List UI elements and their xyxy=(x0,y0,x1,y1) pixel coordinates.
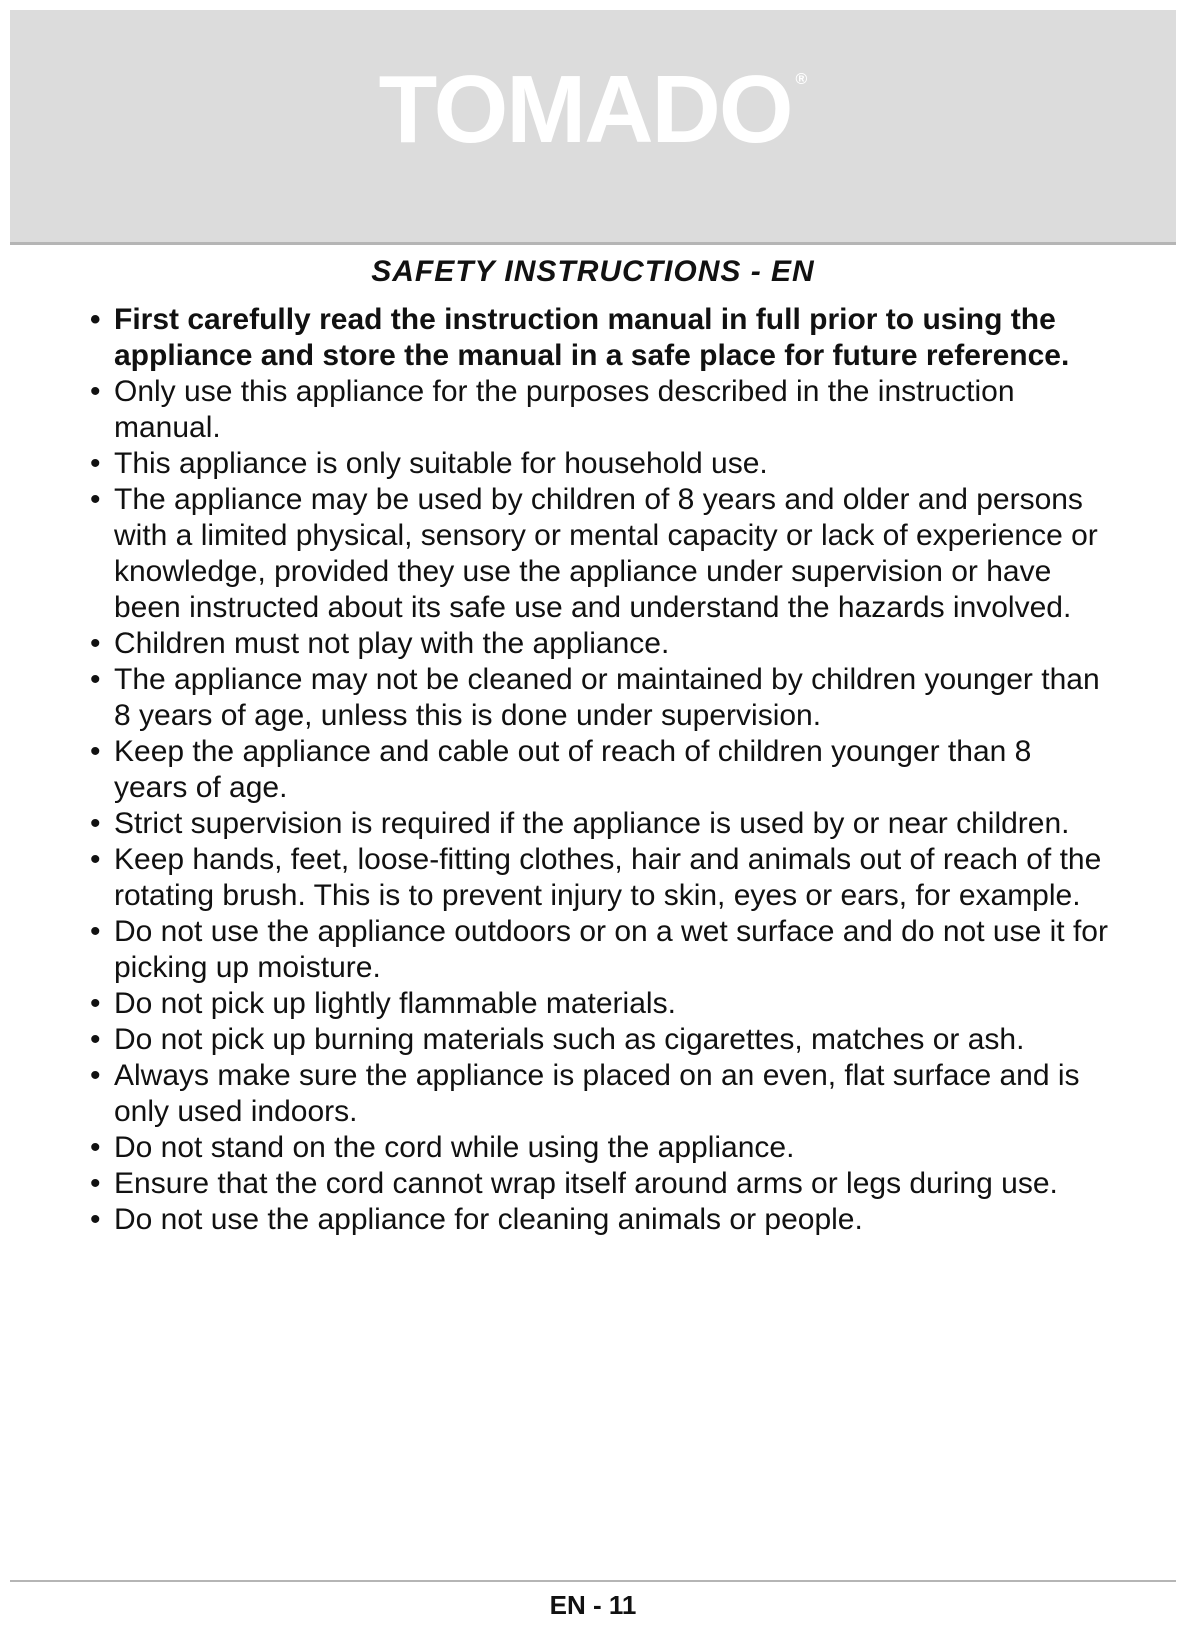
footer-divider xyxy=(10,1580,1176,1582)
instruction-item: • First carefully read the instruction manual in full prior to using the appliance and store the manual in a safe place for future reference. xyxy=(90,302,1110,374)
instruction-item: • This appliance is only suitable for household use. xyxy=(90,446,1110,482)
instruction-item: • The appliance may be used by children of 8 years and older and persons with a limited physical, sensory or mental capacity or lack of experience or knowledge, provided they use the appliance under supervision or have been instructed about its safe use and understand the hazards involved. xyxy=(90,482,1110,626)
brand-name: TOMADO xyxy=(378,56,792,163)
instruction-item: • Strict supervision is required if the appliance is used by or near children. xyxy=(90,806,1110,842)
instruction-item: • Ensure that the cord cannot wrap itself around arms or legs during use. xyxy=(90,1166,1110,1202)
instruction-item: • Do not use the appliance outdoors or on a wet surface and do not use it for picking up moisture. xyxy=(90,914,1110,986)
section-title: SAFETY INSTRUCTIONS - EN xyxy=(371,255,815,288)
instruction-item: • Keep hands, feet, loose-fitting clothes, hair and animals out of reach of the rotating brush. This is to prevent injury to skin, eyes or ears, for example. xyxy=(90,842,1110,914)
instruction-item: • Only use this appliance for the purposes described in the instruction manual. xyxy=(90,374,1110,446)
instruction-item: • The appliance may not be cleaned or maintained by children younger than 8 years of age, unless this is done under supervision. xyxy=(90,662,1110,734)
brand-logo xyxy=(10,56,1176,163)
instruction-item: • Do not use the appliance for cleaning animals or people. xyxy=(90,1202,1110,1238)
instruction-item: • Always make sure the appliance is placed on an even, flat surface and is only used indoors. xyxy=(90,1058,1110,1130)
safety-instructions-list xyxy=(90,302,1110,1238)
instruction-item: • Do not stand on the cord while using the appliance. xyxy=(90,1130,1110,1166)
registered-mark: ® xyxy=(795,71,808,88)
instruction-item: • Do not pick up burning materials such as cigarettes, matches or ash. xyxy=(90,1022,1110,1058)
instruction-item: • Keep the appliance and cable out of reach of children younger than 8 years of age. xyxy=(90,734,1110,806)
instruction-item: • Children must not play with the appliance. xyxy=(90,626,1110,662)
header-band xyxy=(10,10,1176,245)
instruction-item: • Do not pick up lightly flammable materials. xyxy=(90,986,1110,1022)
page-number: EN - 11 xyxy=(549,1590,637,1620)
